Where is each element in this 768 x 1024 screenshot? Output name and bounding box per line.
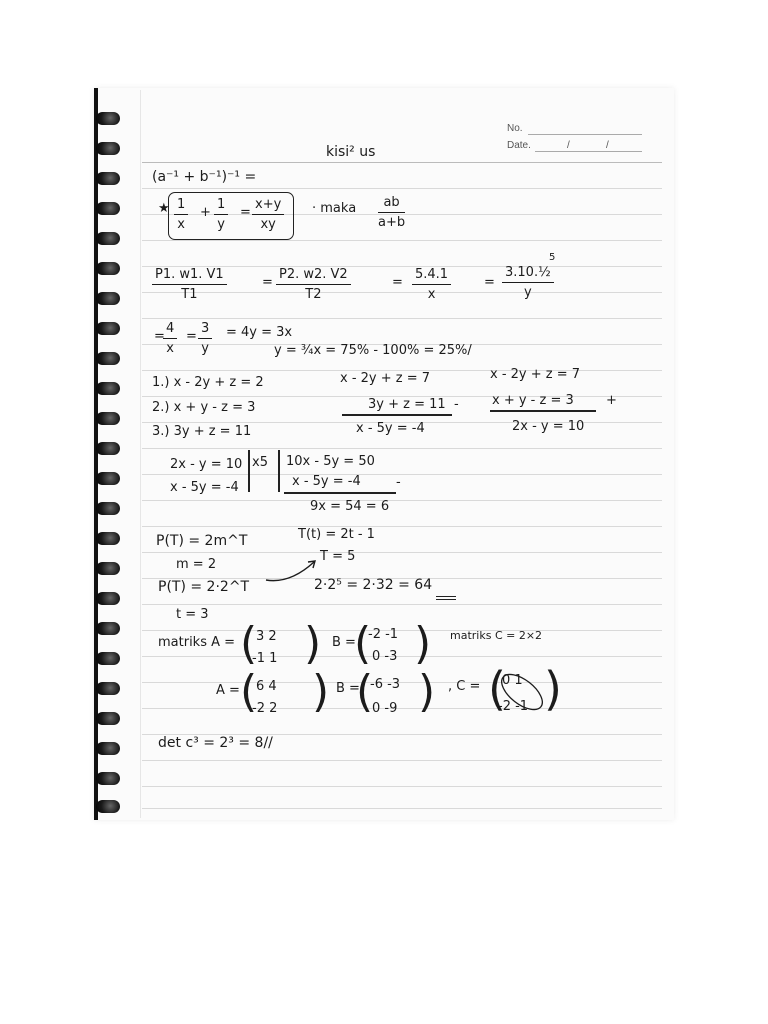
rule-line (142, 760, 662, 761)
spiral-coil (96, 800, 120, 813)
matrix-label: A = (216, 683, 240, 698)
percentage-line: y = ¾x = 75% - 100% = 25%/ (274, 343, 472, 358)
star-icon: ★ (158, 201, 170, 216)
bracket-right: ) (418, 666, 436, 717)
spiral-coil (96, 172, 120, 185)
matrix-label: , C = (448, 679, 481, 694)
rule-line (142, 240, 662, 241)
elimination-result: 2x - y = 10 (512, 419, 585, 434)
fraction: $\frac{1}{y}$ (214, 198, 228, 233)
elimination-step: x - 2y + z = 7 (490, 367, 581, 382)
operator: + (200, 205, 211, 220)
value-t: T = 5 (320, 549, 356, 564)
spiral-coil (96, 652, 120, 665)
matrix-row: -2 -1 (368, 627, 399, 642)
matrix-label: B = (332, 635, 356, 650)
underline (436, 599, 456, 600)
no-label: No. (507, 123, 523, 134)
elimination-result: 9x = 54 = 6 (310, 499, 390, 514)
matrix-row: 3 2 (256, 629, 277, 644)
bracket-right: ) (312, 666, 330, 717)
matrix-row: 0 -9 (372, 701, 398, 716)
rule-line (142, 448, 662, 449)
spiral-coil (96, 682, 120, 695)
fraction: $\frac{4}{x}$ (163, 322, 177, 357)
date-label: Date. (507, 140, 531, 151)
operator: = (154, 329, 165, 344)
underline (436, 596, 456, 597)
matrix-row: -2 -1 (498, 699, 529, 714)
spiral-coil (96, 532, 120, 545)
fraction: $\frac{5.4.1}{x}$ (412, 268, 451, 303)
spiral-coil (96, 202, 120, 215)
sum-line (490, 410, 596, 412)
bracket-right: ) (414, 618, 432, 669)
spiral-coil (96, 142, 120, 155)
equation-3: 3.) 3y + z = 11 (152, 424, 252, 439)
matrix-label: B = (336, 681, 360, 696)
rule-line (142, 188, 662, 189)
bracket-left: ( (356, 666, 374, 717)
spiral-coil (96, 712, 120, 725)
value-m: m = 2 (176, 557, 217, 572)
sum-line (284, 492, 396, 494)
no-underline (528, 134, 642, 135)
function-p: P(T) = 2m^T (156, 533, 248, 549)
sum-line (342, 414, 452, 416)
matrix-row: -2 2 (252, 701, 278, 716)
fraction: $\frac{3}{y}$ (198, 322, 212, 357)
spiral-coil (96, 562, 120, 575)
inverse-sum-expression: (a⁻¹ + b⁻¹)⁻¹ = (152, 169, 257, 185)
scribble-oval (494, 666, 554, 720)
rule-line (142, 552, 662, 553)
spiral-coil (96, 472, 120, 485)
elimination-step: 3y + z = 11 (368, 397, 446, 412)
calculation: 2·2⁵ = 2·32 = 64 (314, 577, 433, 593)
operator: + (606, 393, 617, 408)
matrix-c-label: matriks C = 2×2 (450, 629, 543, 642)
equation: 10x - 5y = 50 (286, 454, 375, 469)
fraction: $\frac{x+y}{xy}$ (252, 198, 284, 233)
equation-2: 2.) x + y - z = 3 (152, 400, 256, 415)
spiral-coil (96, 262, 120, 275)
equation: x - 5y = -4 (170, 480, 239, 495)
date-underline (535, 151, 642, 152)
spiral-coil (96, 352, 120, 365)
fraction: $\frac{P1. w1. V1}{T1}$ (152, 268, 227, 303)
operator: = (186, 329, 197, 344)
equation: 2x - y = 10 (170, 457, 243, 472)
rule-line (142, 162, 662, 163)
spiral-coil (96, 292, 120, 305)
date-separator: / (606, 140, 609, 151)
bracket-right: ) (544, 662, 562, 716)
determinant-line: det c³ = 2³ = 8// (158, 735, 273, 751)
operator: - (454, 397, 459, 412)
bracket-left: ( (488, 662, 506, 716)
spiral-coil (96, 412, 120, 425)
fraction: $\frac{P2. w2. V2}{T2}$ (276, 268, 351, 303)
equation: x - 5y = -4 (292, 474, 361, 489)
divider (248, 450, 250, 492)
rule-line (142, 318, 662, 319)
rule-line (142, 786, 662, 787)
fraction: $\frac{\text{3.10.½}}{y}$ (502, 266, 554, 301)
rule-line (142, 474, 662, 475)
elimination-result: x - 5y = -4 (356, 421, 425, 436)
matrix-row: 0 -3 (372, 649, 398, 664)
rule-line (142, 604, 662, 605)
spiral-coil (96, 442, 120, 455)
spiral-coil (96, 772, 120, 785)
ratio-equation: = 4y = 3x (226, 325, 293, 340)
spiral-coil (96, 622, 120, 635)
rule-line (142, 500, 662, 501)
spiral-coil (96, 112, 120, 125)
fraction: $\frac{ab}{a+b}$ (378, 195, 406, 230)
maka-text: · maka (312, 201, 357, 216)
bracket-right: ) (304, 618, 322, 669)
margin-line (140, 90, 141, 818)
operator: = (262, 275, 273, 290)
value-t: t = 3 (176, 607, 209, 622)
operator: = (484, 275, 495, 290)
equation-1: 1.) x - 2y + z = 2 (152, 375, 264, 390)
matrix-row: 6 4 (256, 679, 277, 694)
spiral-coil (96, 592, 120, 605)
spiral-coil (96, 382, 120, 395)
operator: - (396, 475, 401, 490)
date-separator: / (567, 140, 570, 151)
rule-line (142, 656, 662, 657)
bracket-left: ( (240, 618, 258, 669)
spiral-coil (96, 232, 120, 245)
notebook-binding-edge (94, 88, 98, 820)
matrix-row: 0 1 (502, 673, 523, 688)
matrix-row: -6 -3 (370, 677, 401, 692)
rule-line (142, 708, 662, 709)
elimination-step: x + y - z = 3 (492, 393, 574, 408)
bracket-left: ( (240, 666, 258, 717)
spiral-coil (96, 742, 120, 755)
elimination-step: x - 2y + z = 7 (340, 371, 431, 386)
page-title: kisi² us (326, 144, 376, 160)
matrix-label: matriks A = (158, 635, 236, 650)
correction-mark: 5 (549, 252, 556, 263)
rule-line (142, 526, 662, 527)
arrow-icon (262, 558, 322, 588)
operator: = (392, 275, 403, 290)
spiral-coil (96, 502, 120, 515)
rule-line (142, 808, 662, 809)
spiral-coil (96, 322, 120, 335)
operator: = (240, 205, 251, 220)
rule-line (142, 630, 662, 631)
multiplier: x5 (252, 455, 268, 470)
fraction: $\frac{1}{x}$ (174, 198, 188, 233)
function-p-value: P(T) = 2·2^T (158, 579, 250, 595)
function-t: T(t) = 2t - 1 (298, 527, 375, 542)
matrix-row: -1 1 (252, 651, 278, 666)
divider (278, 450, 280, 492)
bracket-left: ( (354, 618, 372, 669)
